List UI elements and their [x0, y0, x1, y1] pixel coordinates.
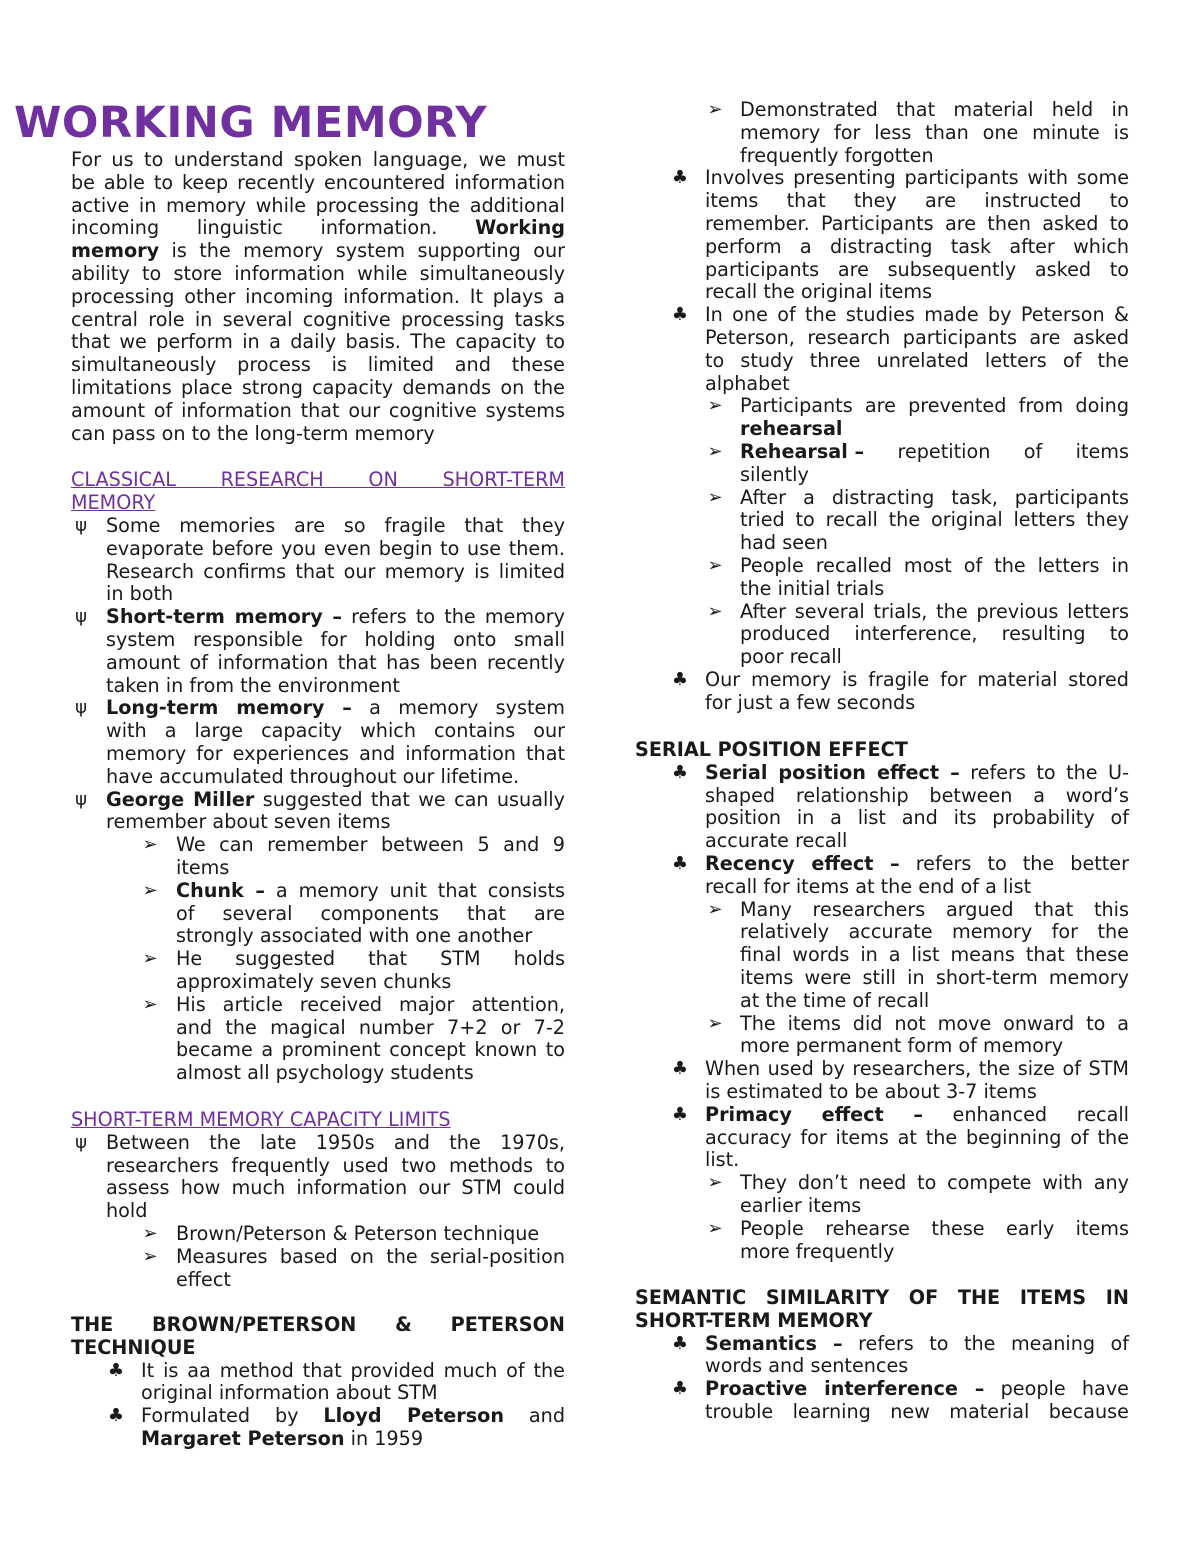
text-line	[740, 622, 1129, 645]
club-bullet-icon: ♣	[107, 1405, 125, 1427]
text-span: Between the late 1950s and the 1970s,	[106, 1130, 565, 1154]
text-line	[705, 691, 1129, 714]
text-span: in both	[106, 582, 174, 606]
text-line	[740, 920, 1129, 943]
text-line	[740, 577, 1129, 600]
text-span: Our memory is fragile for material stored	[705, 668, 1129, 691]
text-span: with a large capacity which contains our	[106, 719, 565, 743]
text-line	[71, 330, 565, 353]
text-span: refers to the meaning of	[842, 1331, 1129, 1355]
text-line	[106, 582, 565, 605]
text-line	[106, 765, 565, 788]
text-line	[740, 1217, 1129, 1240]
section-heading	[71, 491, 565, 514]
text-line	[705, 349, 1129, 372]
text-line	[705, 1080, 1129, 1103]
text-line	[71, 399, 565, 422]
text-span: approximately seven chunks	[176, 970, 452, 993]
section-heading	[71, 1108, 565, 1131]
arrow-bullet-icon: ➢	[142, 1223, 158, 1244]
text-span: almost all psychology students	[176, 1061, 474, 1085]
text-span: items	[1075, 440, 1129, 463]
text-line	[106, 788, 565, 811]
section-heading	[635, 738, 1129, 761]
section-heading	[71, 1336, 565, 1359]
text-line	[106, 1154, 565, 1177]
text-line	[71, 216, 565, 239]
bold-term: SHORT-TERM MEMORY	[635, 1308, 873, 1332]
text-line	[176, 1245, 565, 1268]
text-line	[740, 531, 1129, 554]
psi-bullet-icon: ψ	[75, 515, 87, 536]
bold-term: Recency effect –	[705, 852, 900, 875]
text-line	[176, 970, 565, 993]
psi-bullet-icon: ψ	[75, 1131, 87, 1153]
text-span: that we perform in a daily basis. The capacity to	[71, 330, 565, 354]
text-line	[740, 600, 1129, 623]
text-line	[705, 829, 1129, 852]
text-span: original information about STM	[141, 1381, 438, 1405]
text-span: items were still in short-term memory	[740, 966, 1129, 989]
text-span: refers to the U-	[959, 760, 1129, 784]
club-bullet-icon: ♣	[671, 761, 689, 783]
text-line	[71, 171, 565, 194]
text-line	[176, 1016, 565, 1039]
text-span: participants are subsequently asked to	[705, 257, 1129, 281]
text-span: MEMORY	[71, 490, 156, 514]
text-line	[705, 1057, 1129, 1080]
bold-term: Short-term memory –	[106, 605, 342, 629]
text-span: CLASSICAL RESEARCH ON SHORT-TERM	[71, 468, 565, 491]
club-bullet-icon: ♣	[671, 1378, 689, 1400]
text-line	[71, 148, 565, 171]
arrow-bullet-icon: ➢	[707, 395, 723, 417]
text-line	[106, 810, 565, 833]
section-heading	[635, 1286, 1129, 1309]
text-span: In one of the studies made by Peterson &	[705, 303, 1129, 327]
text-line	[740, 554, 1129, 577]
text-span: We can remember between 5 and 9	[176, 833, 565, 857]
text-span: for just a few seconds	[705, 690, 916, 714]
text-span: position in a list and its probability of	[705, 806, 1129, 830]
text-span: shaped relationship between a word’s	[705, 783, 1129, 807]
text-span: incoming	[71, 216, 160, 240]
text-span: enhanced	[952, 1102, 1048, 1126]
text-line	[71, 376, 565, 399]
arrow-bullet-icon: ➢	[707, 600, 723, 622]
text-line	[71, 262, 565, 285]
text-span: recall for items at the end of a list	[705, 874, 1032, 898]
text-line	[106, 719, 565, 742]
text-span: amount of information that our cognitive systems	[71, 398, 565, 422]
club-bullet-icon: ♣	[671, 1332, 689, 1354]
text-line	[705, 235, 1129, 258]
text-span: assess how much information our STM could	[106, 1176, 565, 1200]
text-line	[740, 989, 1129, 1012]
text-line	[141, 1381, 565, 1404]
text-span: His article received major attention,	[176, 992, 565, 1016]
text-span: final words in a list means that these	[740, 943, 1129, 967]
club-bullet-icon: ♣	[671, 669, 689, 690]
text-span: and	[504, 1404, 565, 1428]
text-line	[106, 605, 565, 628]
text-line	[705, 668, 1129, 691]
text-line	[705, 280, 1129, 303]
text-line	[705, 784, 1129, 807]
text-span: relatively accurate memory for the	[740, 920, 1129, 944]
bold-term: effect	[821, 1102, 884, 1126]
section-heading	[71, 468, 565, 491]
club-bullet-icon: ♣	[671, 167, 689, 189]
arrow-bullet-icon: ➢	[142, 879, 158, 901]
text-span: tried to recall the original letters they	[740, 508, 1129, 532]
text-span: Formulated by	[141, 1404, 324, 1428]
text-line	[740, 144, 1129, 167]
text-span: People rehearse these early items	[740, 1216, 1129, 1240]
text-span: is the memory system supporting our	[159, 239, 565, 263]
text-line	[106, 514, 565, 537]
text-line	[740, 1171, 1129, 1194]
text-span: Many researchers argued that this	[740, 897, 1129, 921]
section-heading	[71, 1313, 565, 1336]
text-span: active in memory while processing the additional	[71, 193, 565, 217]
text-span: researchers frequently used two methods to	[106, 1153, 565, 1177]
bold-term: Serial position effect –	[705, 760, 960, 784]
psi-bullet-icon: ψ	[75, 788, 87, 810]
text-span: silently	[740, 462, 809, 486]
text-line	[176, 856, 565, 879]
bold-term: Rehearsal –	[740, 440, 865, 463]
text-line	[106, 1199, 565, 1222]
text-line	[740, 463, 1129, 486]
text-span: evaporate before you even begin to use them.	[106, 536, 565, 560]
text-line	[740, 1012, 1129, 1035]
text-span: the initial trials	[740, 576, 885, 600]
text-span: of several components that are	[176, 901, 565, 925]
text-line	[176, 902, 565, 925]
text-line	[740, 98, 1129, 121]
arrow-bullet-icon: ➢	[707, 486, 723, 508]
text-span: trouble learning new material because	[705, 1400, 1129, 1423]
text-span: For us to understand spoken language, we must	[71, 148, 565, 171]
text-line	[705, 372, 1129, 395]
text-line	[705, 1103, 1129, 1126]
text-span: became a prominent concept known to	[176, 1038, 565, 1062]
text-span: taken in from the environment	[106, 673, 400, 697]
text-span: Demonstrated that material held in	[740, 98, 1129, 121]
text-span: accurate recall	[705, 829, 848, 853]
text-line	[705, 326, 1129, 349]
section-heading	[635, 1309, 1129, 1332]
text-span: Peterson, research participants are asked	[705, 326, 1129, 349]
text-line	[705, 1354, 1129, 1377]
text-span: The items did not move onward to a	[740, 1011, 1129, 1035]
text-line	[740, 1194, 1129, 1217]
arrow-bullet-icon: ➢	[707, 1012, 723, 1034]
text-span: suggested that we can usually	[254, 787, 565, 811]
text-line	[176, 879, 565, 902]
text-span: When used by researchers, the size of STM	[705, 1057, 1129, 1081]
text-span: hold	[106, 1199, 148, 1223]
psi-bullet-icon: ψ	[75, 606, 87, 628]
club-bullet-icon: ♣	[671, 1058, 689, 1080]
text-span: Measures based on the serial-position	[176, 1244, 565, 1268]
text-span: items	[176, 856, 230, 879]
text-span: memory for experiences and information that	[106, 742, 565, 765]
text-span: They don’t need to compete with any	[740, 1171, 1129, 1195]
arrow-bullet-icon: ➢	[142, 993, 158, 1015]
text-span: accuracy for items at the beginning of the	[705, 1125, 1129, 1149]
club-bullet-icon: ♣	[671, 1103, 689, 1125]
text-line	[141, 1404, 565, 1427]
text-span: After a distracting task, participants	[740, 485, 1129, 509]
text-line	[106, 1176, 565, 1199]
text-span: frequently forgotten	[740, 143, 934, 167]
bold-term: Proactive interference –	[705, 1377, 985, 1401]
text-line	[106, 742, 565, 765]
text-line	[106, 537, 565, 560]
text-span: ability to store information while simultaneously	[71, 262, 565, 285]
text-span: Involves presenting participants with some	[705, 166, 1129, 190]
bold-term: Primacy	[705, 1102, 792, 1126]
text-span: to study three unrelated letters of the	[705, 348, 1129, 372]
text-line	[176, 924, 565, 947]
bold-term: THE BROWN/PETERSON & PETERSON	[71, 1313, 565, 1336]
text-span: memory for less than one minute is	[740, 120, 1129, 144]
arrow-bullet-icon: ➢	[707, 1172, 723, 1194]
arrow-bullet-icon: ➢	[142, 1245, 158, 1267]
text-line	[176, 833, 565, 856]
text-span: list.	[705, 1148, 740, 1172]
arrow-bullet-icon: ➢	[142, 834, 158, 856]
text-line	[71, 285, 565, 308]
text-line	[106, 628, 565, 651]
text-span: have accumulated throughout our lifetime.	[106, 764, 520, 788]
text-line	[705, 1377, 1129, 1400]
text-line	[705, 1148, 1129, 1171]
text-span: remember about seven items	[106, 810, 391, 834]
club-bullet-icon: ♣	[107, 1359, 125, 1381]
text-line	[705, 852, 1129, 875]
text-line	[740, 417, 1129, 440]
psi-bullet-icon: ψ	[75, 697, 87, 719]
text-span: alphabet	[705, 371, 790, 395]
text-span: earlier items	[740, 1194, 862, 1217]
bold-term: Margaret Peterson	[141, 1427, 345, 1450]
text-line	[176, 1268, 565, 1291]
text-span: and the magical number 7+2 or 7-2	[176, 1015, 565, 1039]
text-span: remember. Participants are then asked to	[705, 212, 1129, 235]
text-line	[740, 898, 1129, 921]
text-span: can pass on to the long-term memory	[71, 421, 435, 445]
text-span: repetition	[897, 440, 991, 463]
text-span: He suggested that STM holds	[176, 947, 565, 971]
arrow-bullet-icon: ➢	[707, 898, 723, 920]
text-line	[740, 486, 1129, 509]
text-line	[71, 194, 565, 217]
text-line	[71, 239, 565, 262]
text-span: items that they are instructed to	[705, 189, 1129, 213]
text-span: in 1959	[344, 1427, 424, 1450]
text-span: SHORT-TERM MEMORY CAPACITY LIMITS	[71, 1108, 451, 1131]
bold-term: Working	[475, 216, 565, 240]
text-span: recall the original items	[705, 280, 933, 304]
text-line	[106, 1131, 565, 1154]
text-span: be able to keep recently encountered information	[71, 170, 565, 194]
page-title: WORKING MEMORY	[14, 98, 488, 148]
text-span: a memory unit that consists	[264, 878, 565, 902]
arrow-bullet-icon: ➢	[707, 1217, 723, 1239]
text-line	[176, 1038, 565, 1061]
text-line	[740, 440, 1129, 463]
text-span: more frequently	[740, 1239, 895, 1263]
text-line	[740, 394, 1129, 417]
text-span: system responsible for holding onto small	[106, 628, 565, 651]
text-span: is estimated to be about 3-7 items	[705, 1080, 1037, 1103]
text-span: People recalled most of the letters in	[740, 554, 1129, 577]
text-line	[176, 947, 565, 970]
text-span: a memory system	[351, 696, 566, 720]
bold-term: Semantics –	[705, 1331, 843, 1355]
text-span: information.	[320, 216, 438, 240]
text-line	[71, 353, 565, 376]
text-span: Research confirms that our memory is limited	[106, 559, 565, 583]
text-span: processing other incoming information. It plays a	[71, 284, 565, 308]
text-line	[740, 121, 1129, 144]
bold-term: –	[913, 1102, 923, 1126]
text-span: words and sentences	[705, 1354, 909, 1378]
text-span: produced interference, resulting to	[740, 622, 1129, 646]
text-line	[740, 645, 1129, 668]
text-span: Some memories are so fragile that they	[106, 514, 565, 537]
text-line	[705, 303, 1129, 326]
text-line	[705, 806, 1129, 829]
club-bullet-icon: ♣	[671, 853, 689, 874]
text-span: had seen	[740, 531, 828, 555]
arrow-bullet-icon: ➢	[707, 555, 723, 576]
text-line	[705, 212, 1129, 235]
text-line	[705, 166, 1129, 189]
text-span: more permanent form of memory	[740, 1034, 1064, 1058]
text-span: at the time of recall	[740, 988, 930, 1012]
bold-term: SERIAL POSITION EFFECT	[635, 738, 908, 761]
text-span: refers to the memory	[342, 605, 565, 629]
text-line	[141, 1359, 565, 1382]
bold-term: George Miller	[106, 787, 255, 811]
text-line	[106, 560, 565, 583]
text-span: of	[1023, 440, 1043, 463]
text-line	[705, 1332, 1129, 1355]
text-span: Brown/Peterson & Peterson technique	[176, 1222, 540, 1245]
text-span: people have	[984, 1377, 1129, 1401]
arrow-bullet-icon: ➢	[707, 99, 723, 120]
bold-term: Lloyd Peterson	[323, 1404, 505, 1428]
arrow-bullet-icon: ➢	[707, 441, 723, 462]
arrow-bullet-icon: ➢	[142, 948, 158, 970]
text-line	[176, 1222, 565, 1245]
text-span: simultaneously process is limited and these	[71, 353, 565, 377]
text-span: amount of information that has been recently	[106, 650, 565, 674]
text-span: effect	[176, 1267, 231, 1291]
text-line	[705, 875, 1129, 898]
text-line	[705, 761, 1129, 784]
text-span: Participants are prevented from doing	[740, 394, 1129, 418]
text-line	[176, 1061, 565, 1084]
bold-term: Chunk –	[176, 878, 265, 902]
bold-term: SEMANTIC SIMILARITY OF THE ITEMS IN	[635, 1286, 1129, 1309]
text-span: linguistic	[196, 216, 283, 240]
text-span: It is aa method that provided much of the	[141, 1358, 565, 1382]
text-span: perform a distracting task after which	[705, 234, 1129, 258]
text-line	[740, 508, 1129, 531]
text-line	[106, 674, 565, 697]
text-line	[705, 258, 1129, 281]
text-line	[740, 966, 1129, 989]
text-line	[705, 1126, 1129, 1149]
bold-term: memory	[71, 239, 160, 263]
text-line	[740, 1240, 1129, 1263]
text-span: recall	[1076, 1102, 1129, 1126]
text-line	[71, 422, 565, 445]
text-span: limitations place strong capacity demands on the	[71, 376, 565, 399]
text-span: central role in several cognitive processing tasks	[71, 307, 565, 331]
text-line	[106, 696, 565, 719]
bold-term: rehearsal	[740, 417, 843, 441]
text-line	[705, 189, 1129, 212]
bold-term: TECHNIQUE	[71, 1335, 196, 1359]
text-span: After several trials, the previous letters	[740, 599, 1129, 623]
text-line	[176, 993, 565, 1016]
text-line	[705, 1400, 1129, 1423]
bold-term: Long-term memory –	[106, 696, 352, 720]
text-line	[106, 651, 565, 674]
text-span: poor recall	[740, 645, 842, 669]
text-span: refers to the better	[899, 852, 1129, 875]
text-line	[141, 1427, 565, 1450]
text-span: strongly associated with one another	[176, 924, 533, 948]
club-bullet-icon: ♣	[671, 304, 689, 326]
text-line	[740, 1034, 1129, 1057]
text-line	[740, 943, 1129, 966]
text-line	[71, 308, 565, 331]
